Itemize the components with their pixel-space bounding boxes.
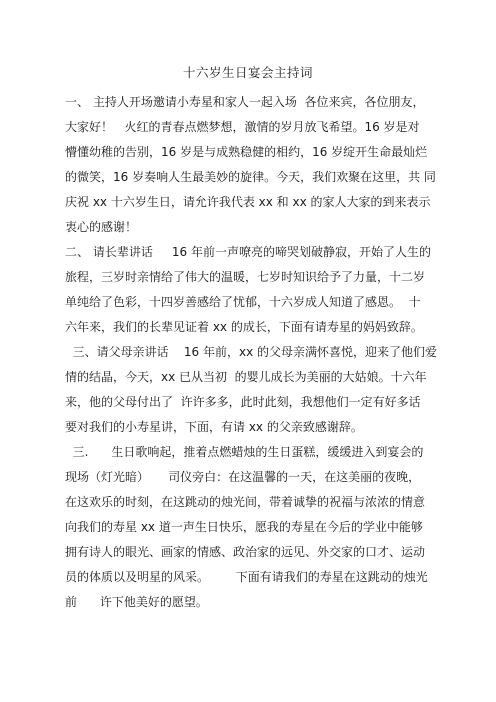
text-line: 的微笑，16 岁奏响人生最美妙的旋律。今天，我们欢聚在这里，共 同 xyxy=(65,170,436,184)
document-title: 十六岁生日宴会主持词 xyxy=(182,65,313,80)
text-line: 旅程，三岁时亲情给了伟大的温暖，七岁时知识给予了力量，十二岁 xyxy=(65,270,426,284)
text-line: 要对我们的小寿星讲，下面，有请 xx 的父亲致感谢辞。 xyxy=(65,420,363,434)
text-line: 前 许下他美好的愿望。 xyxy=(65,595,208,609)
text-line: 三. 生日歌响起，推着点燃蜡烛的生日蛋糕，缓缓进入到宴会的 xyxy=(65,445,424,459)
text-line: 在这欢乐的时刻，在这跳动的烛光间，带着诚挚的祝福与浓浓的情意 xyxy=(65,495,426,509)
text-line: 六年来，我们的长辈见证着 xx 的成长，下面有请寿星的妈妈致辞。 xyxy=(65,320,423,334)
text-line: 来，他的父母付出了 许许多多，此时此刻，我想他们一定有好多话 xyxy=(65,395,421,409)
text-line: 情的结晶，今天，xx 已从当初 的婴儿成长为美丽的大姑娘。十六年 xyxy=(65,370,427,384)
text-line: 大家好！ 火红的青春点燃梦想，激情的岁月放飞希望。16 岁是对 xyxy=(65,120,420,134)
text-line: 单纯给了色彩，十四岁善感给了忧郁，十六岁成人知道了感恩。 十 xyxy=(65,295,421,309)
text-line: 向我们的寿星 xx 道一声生日快乐，愿我的寿星在今后的学业中能够 xyxy=(65,520,423,534)
text-line: 拥有诗人的眼光、画家的情感、政治家的远见、外交家的口才、运动 xyxy=(65,545,426,559)
text-line: 庆祝 xx 十六岁生日，请允许我代表 xx 和 xx 的家人大家的到来表示 xyxy=(65,195,431,209)
text-line: 三、请父母亲讲话 16 年前，xx 的父母亲满怀喜悦，迎来了他们爱 xyxy=(65,345,437,359)
text-line: 一、 主持人开场邀请小寿星和家人一起入场 各位来宾，各位朋友， xyxy=(65,95,425,109)
text-line: 二、 请长辈讲话 16 年前一声嘹亮的啼哭划破静寂，开始了人生的 xyxy=(65,245,431,259)
text-line: 衷心的感谢！ xyxy=(65,220,138,234)
text-line: 现场（灯光暗） 司仪旁白：在这温馨的一天，在这美丽的夜晚， xyxy=(65,470,421,484)
text-line: 懵懂幼稚的告别，16 岁是与成熟稳健的相约，16 岁绽开生命最灿烂 xyxy=(65,145,428,159)
text-line: 员的体质以及明星的风采。 下面有请我们的寿星在这跳动的烛光 xyxy=(65,570,428,584)
